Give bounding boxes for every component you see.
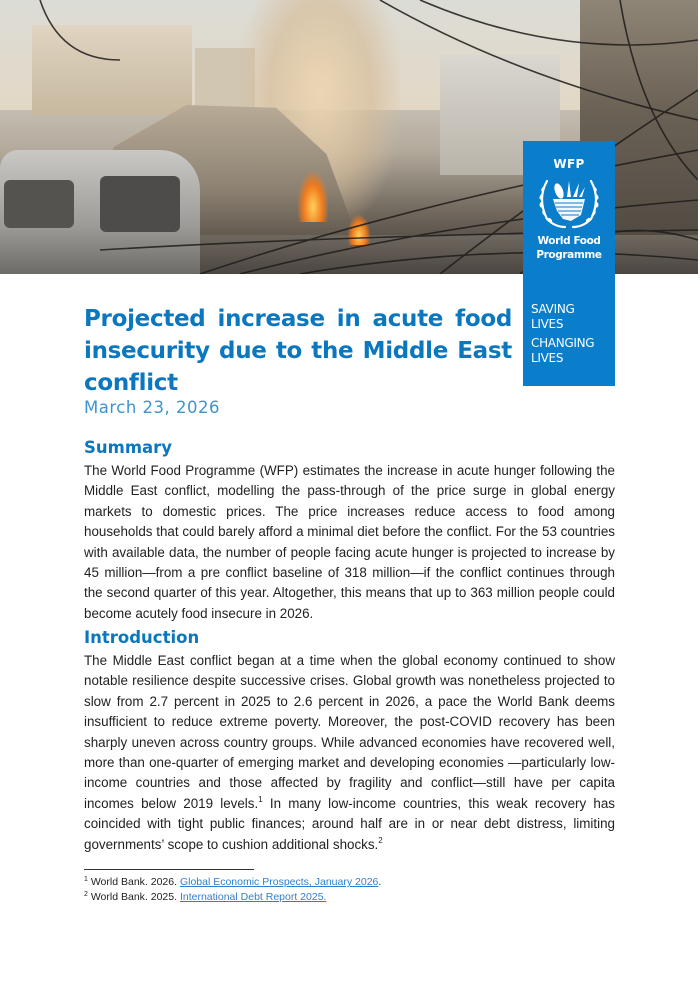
document-title: Projected increase in acute food insecurity due to the Middle East conflict <box>84 306 512 396</box>
summary-paragraph: The World Food Programme (WFP) estimates the increase in acute hunger following the Middle East conflict, modelling the pass-through of the price surge in global energy markets to domestic prices. The price increases reduce access to food among households that could barely afford a minimal diet before the conflict. For the 53 countries with available data, the number of people facing acute hunger is projected to increase by 45 million—from a pre conflict baseline of 318 million—if the conflict continues through the second quarter of this year. Altogether, this means that up to 363 million people could become acutely food insecure in 2026. <box>84 463 615 621</box>
footnote-text: World Bank. 2026. <box>87 876 180 888</box>
slogan-line: LIVES <box>531 351 564 365</box>
footnote-1 <box>84 876 381 888</box>
wfp-wreath-emblem-icon <box>533 175 605 231</box>
footnote-link[interactable]: International Debt Report 2025. <box>179 891 327 903</box>
introduction-paragraph <box>84 651 615 855</box>
section-heading-summary: Summary <box>84 438 173 457</box>
footnote-number: 2 <box>84 891 88 898</box>
introduction-text: The Middle East conflict began at a time when the global economy continued to show notable resilience despite successive crises. Global growth was nonetheless projected to slow from 2.7 percent in 2025 to 2.6 percent in 2026, a pace the World Bank deems insufficient to reduce extreme poverty. Moreover, the post-COVID recovery has been sharply uneven across country groups. While advanced economies have recovered well, more than one-quarter of emerging market and developing economies —particularly low-income countries and those affected by fragility and conflict—still have per capita incomes below 2019 levels. <box>84 653 615 811</box>
wfp-slogan <box>531 302 594 366</box>
slogan-line: LIVES <box>531 317 564 331</box>
wfp-logo-panel <box>523 141 615 386</box>
document-date: March 23, 2026 <box>84 398 221 417</box>
footnote-ref[interactable]: 1 <box>258 794 263 804</box>
footnote-number: 1 <box>84 876 88 883</box>
footnote-text: . <box>378 876 382 888</box>
slogan-line: CHANGING <box>531 336 595 350</box>
footnote-text: World Bank. 2025. <box>87 891 180 903</box>
section-heading-introduction: Introduction <box>84 628 200 647</box>
wfp-name <box>523 234 615 262</box>
wfp-name-line: World Food <box>537 235 601 247</box>
slogan-line: SAVING <box>531 302 575 316</box>
wfp-acronym: WFP <box>553 157 585 171</box>
footnote-separator <box>84 869 254 870</box>
footnote-ref[interactable]: 2 <box>378 835 383 845</box>
footnote-2 <box>84 891 326 903</box>
footnote-link[interactable]: Global Economic Prospects, January 2026 <box>179 876 379 888</box>
introduction-text: In many low-income countries, this weak recovery has coincided with tight public finances; around half are in or near debt distress, limiting governments’ scope to cushion additional shocks. <box>84 795 615 852</box>
wfp-name-line: Programme <box>536 249 602 261</box>
